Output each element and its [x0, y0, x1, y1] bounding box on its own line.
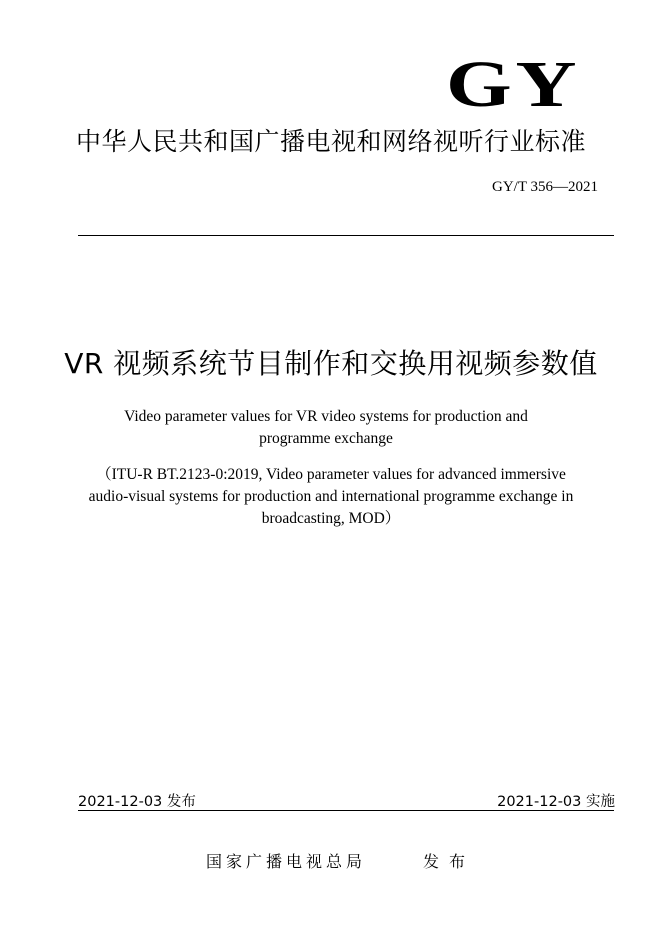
itu-reference-line: broadcasting, MOD）	[261, 510, 401, 527]
issuing-authority: 国家广播电视总局	[206, 852, 367, 871]
bottom-divider	[78, 810, 614, 811]
itu-reference-line: audio-visual systems for production and international programme exchange in	[88, 488, 574, 505]
itu-reference-line: （ITU-R BT.2123-0:2019, Video parameter values for advanced immersive	[96, 466, 566, 483]
standard-number: GY/T 356—2021	[492, 179, 598, 195]
document-title-english	[100, 406, 552, 450]
implement-date: 2021-12-03 实施	[497, 794, 615, 810]
gy-logo: GY	[446, 48, 581, 121]
standard-category-title: 中华人民共和国广播电视和网络视听行业标准	[75, 127, 586, 156]
english-title-line: programme exchange	[259, 430, 393, 447]
publish-date: 2021-12-03 发布	[78, 794, 196, 810]
issue-label: 发布	[423, 852, 476, 871]
itu-reference	[70, 464, 592, 530]
top-divider	[78, 235, 614, 236]
english-title-line: Video parameter values for VR video systems for production and	[124, 408, 528, 425]
document-title-chinese: VR 视频系统节目制作和交换用视频参数值	[64, 347, 598, 380]
